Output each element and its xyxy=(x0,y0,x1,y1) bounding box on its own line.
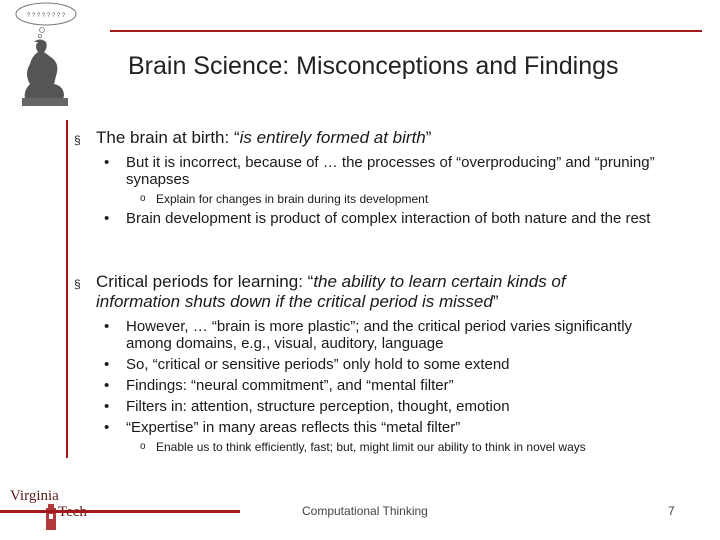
slide-title: Brain Science: Misconceptions and Findings xyxy=(128,52,619,80)
sub-bullet-text: “Expertise” in many areas reflects this “metal filter” xyxy=(126,419,461,436)
dot-bullet-icon: • xyxy=(104,210,110,227)
circle-bullet-icon: o xyxy=(140,193,146,204)
sub-bullet-text: But it is incorrect, because of … the processes of “overproducing” and “pruning” synapses xyxy=(126,154,655,188)
sub-bullet-text: So, “critical or sensitive periods” only hold to some extend xyxy=(126,356,510,373)
dot-bullet-icon: • xyxy=(104,377,110,394)
square-bullet-icon: § xyxy=(74,133,81,147)
page-number: 7 xyxy=(668,504,675,518)
bullet-text: The brain at birth: “is entirely formed at birth” xyxy=(96,128,432,147)
sub-bullet-text: Brain development is product of complex interaction of both nature and the rest xyxy=(126,210,651,227)
dot-bullet-icon: • xyxy=(104,419,110,436)
footer-course-name: Computational Thinking xyxy=(302,504,428,518)
sub-sub-bullet-text: Enable us to think efficiently, fast; but, might limit our ability to think in novel ways xyxy=(156,440,586,454)
tower-icon xyxy=(44,504,58,530)
sub-bullet-text: Filters in: attention, structure perception, thought, emotion xyxy=(126,398,510,415)
dot-bullet-icon: • xyxy=(104,356,110,373)
dot-bullet-icon: • xyxy=(104,318,110,335)
content-side-rule xyxy=(66,120,68,458)
title-top-rule xyxy=(110,30,702,32)
svg-text:? ? ? ? ? ? ? ?: ? ? ? ? ? ? ? ? xyxy=(26,13,66,19)
logo-line-virginia: Virginia xyxy=(10,488,59,504)
circle-bullet-icon: o xyxy=(140,441,146,452)
sub-bullet-text: However, … “brain is more plastic”; and the critical period varies significantly among domains, e.g., visual, auditory, language xyxy=(126,318,633,352)
thinker-statue-icon xyxy=(8,0,88,108)
dot-bullet-icon: • xyxy=(104,398,110,415)
square-bullet-icon: § xyxy=(74,277,81,291)
sub-sub-bullet-text: Explain for changes in brain during its development xyxy=(156,192,429,206)
bullet-text: Critical periods for learning: “the ability to learn certain kinds of information shuts down if the critical period is missed” xyxy=(96,272,566,311)
dot-bullet-icon: • xyxy=(104,154,110,171)
footer-rule xyxy=(0,510,240,513)
sub-bullet-text: Findings: “neural commitment”, and “mental filter” xyxy=(126,377,454,394)
